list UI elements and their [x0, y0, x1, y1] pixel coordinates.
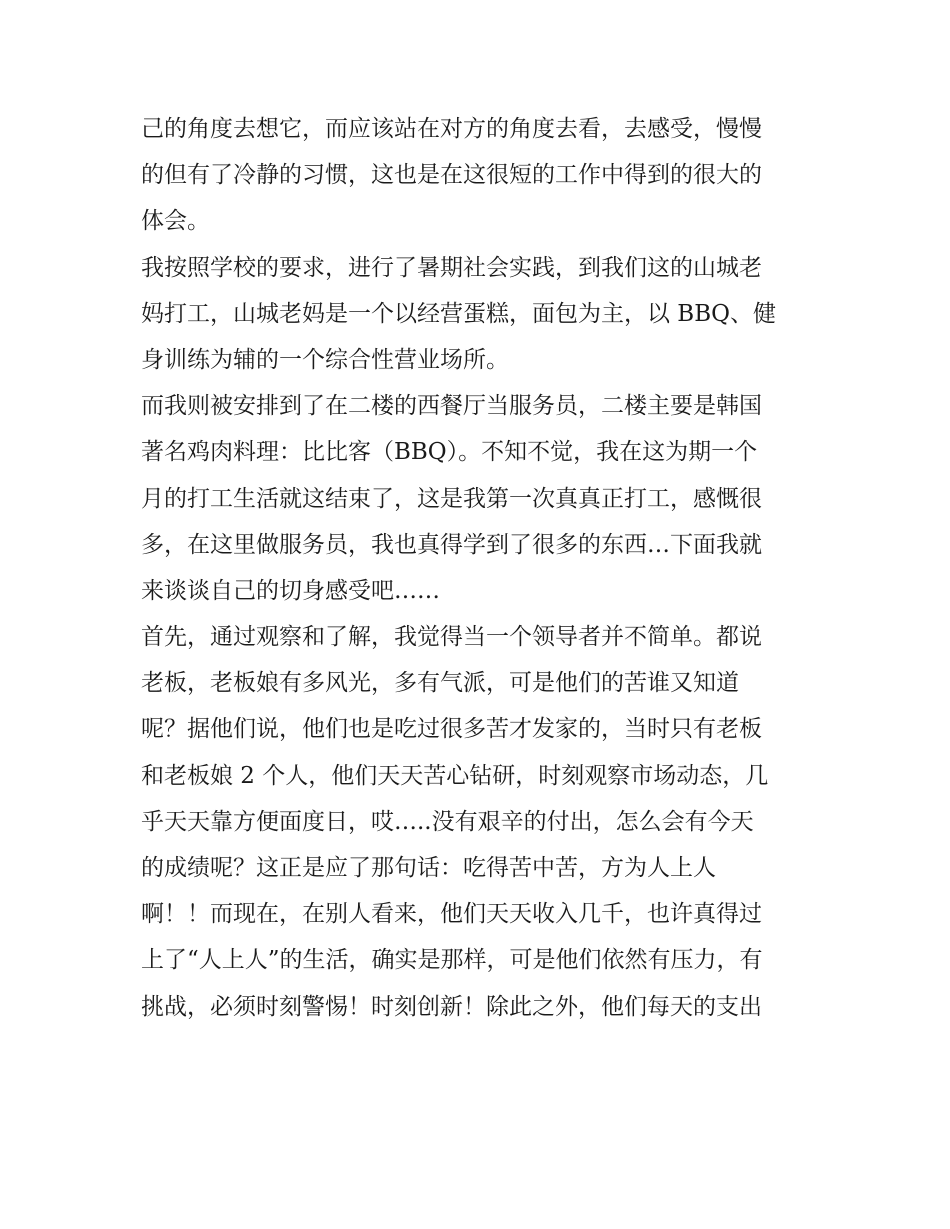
text-line: 体会。: [141, 208, 210, 235]
text-line: 身训练为辅的一个综合性营业场所。: [141, 346, 509, 373]
text-line: 己的角度去想它，而应该站在对方的角度去看，去感受，慢慢: [141, 116, 762, 142]
text-line: 啊！！而现在，在别人看来，他们天天收入几千，也许真得过: [141, 901, 762, 928]
text-line: 挑战，必须时刻警惕！时刻创新！除此之外，他们每天的支出: [141, 993, 762, 1020]
text-line: 呢？据他们说，他们也是吃过很多苦才发家的，当时只有老板: [141, 716, 762, 743]
text-line: 首先，通过观察和了解，我觉得当一个领导者并不简单。都说: [141, 624, 762, 651]
text-line: 来谈谈自己的切身感受吧……: [141, 577, 440, 604]
text-line: 的但有了冷静的习惯，这也是在这很短的工作中得到的很大的: [141, 162, 762, 189]
text-line: 多，在这里做服务员，我也真得学到了很多的东西…下面我就: [141, 531, 762, 558]
text-line: 乎天天靠方便面度日，哎…..没有艰辛的付出，怎么会有今天: [141, 808, 754, 835]
text-line: 和老板娘 2 个人，他们天天苦心钻研，时刻观察市场动态，几: [141, 762, 769, 789]
text-line: 上了“人上人”的生活，确实是那样，可是他们依然有压力，有: [141, 947, 763, 974]
text-line: 而我则被安排到了在二楼的西餐厅当服务员，二楼主要是韩国: [141, 393, 762, 420]
text-line: 我按照学校的要求，进行了暑期社会实践，到我们这的山城老: [141, 254, 762, 281]
text-line: 月的打工生活就这结束了，这是我第一次真真正打工，感慨很: [141, 485, 762, 512]
document-body: [141, 106, 811, 1030]
text-line: 老板，老板娘有多风光，多有气派，可是他们的苦谁又知道: [141, 670, 739, 697]
text-line: 的成绩呢？这正是应了那句话：吃得苦中苦，方为人上人: [141, 855, 716, 881]
text-line: 著名鸡肉料理：比比客（BBQ）。不知不觉，我在这为期一个: [141, 439, 758, 466]
text-line: 妈打工，山城老妈是一个以经营蛋糕，面包为主，以 BBQ、健: [141, 300, 776, 327]
